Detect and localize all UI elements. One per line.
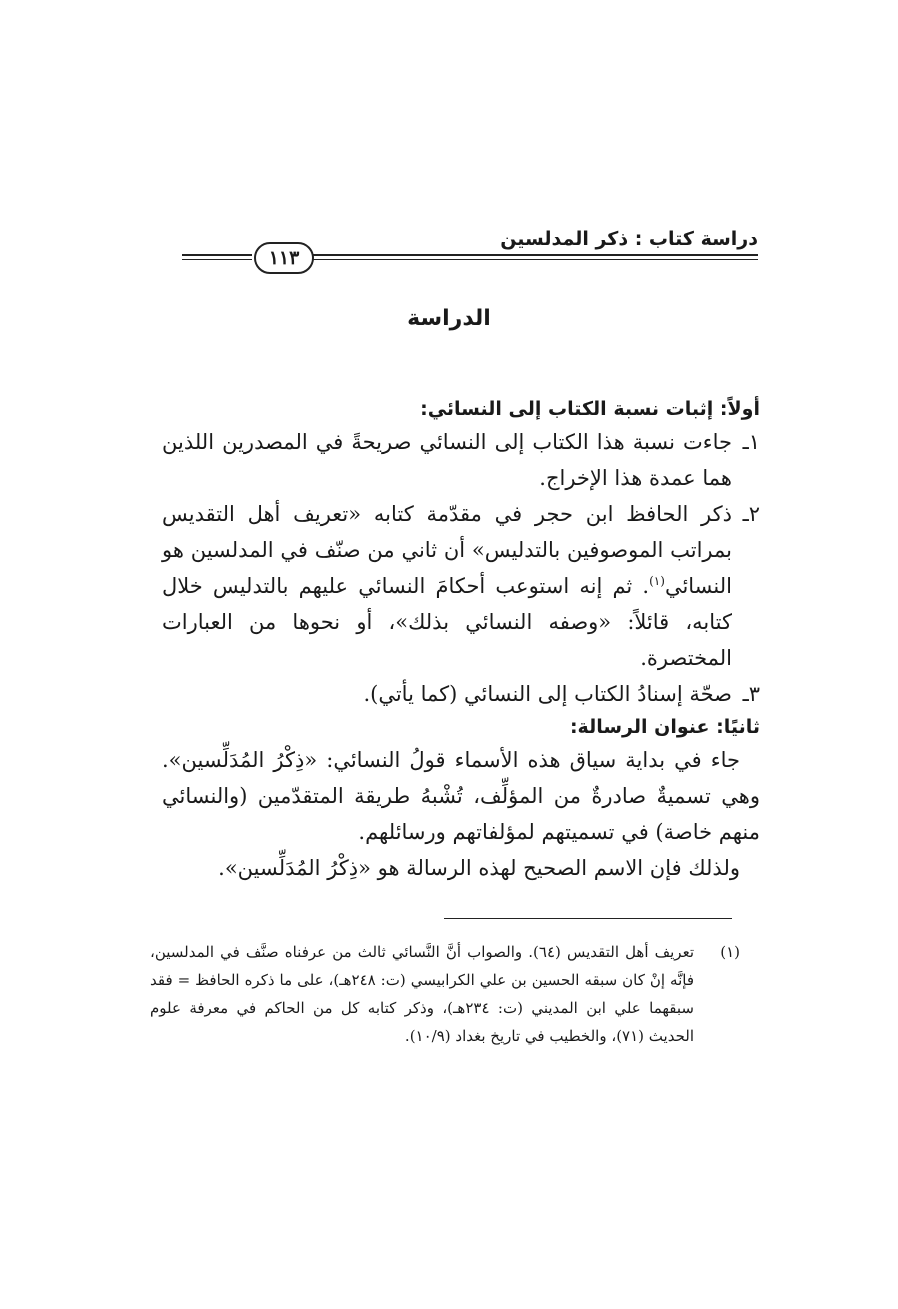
paragraph: ولذلك فإن الاسم الصحيح لهذه الرسالة هو «ذِكْرُ المُدَلِّسين». bbox=[218, 856, 740, 880]
header-rule-left bbox=[182, 254, 252, 260]
main-text bbox=[162, 394, 760, 886]
section-title: الدراسة bbox=[407, 306, 491, 331]
list-item bbox=[162, 676, 760, 712]
footnote-separator bbox=[444, 918, 732, 919]
footnote-number: (١) bbox=[720, 943, 740, 961]
item-text: ذكر الحافظ ابن حجر في مقدّمة كتابه «تعريف أهل التقديس بمراتب الموصوفين بالتدليس» أن ثاني من صنّف في المدلسين هو النسائي bbox=[162, 502, 732, 598]
list-item bbox=[162, 424, 760, 496]
footnotes bbox=[150, 938, 740, 1050]
item-number: ١ـ bbox=[742, 430, 760, 454]
section2-heading: ثانيًا: عنوان الرسالة: bbox=[569, 716, 760, 738]
footnote-ref[interactable]: (١) bbox=[649, 574, 665, 588]
item-text: جاءت نسبة هذا الكتاب إلى النسائي صريحةً في المصدرين اللذين هما عمدة هذا الإخراج. bbox=[162, 430, 732, 490]
header-rule-right bbox=[312, 254, 758, 260]
footnote bbox=[150, 938, 740, 1050]
item-number: ٢ـ bbox=[742, 502, 760, 526]
item-number: ٣ـ bbox=[742, 682, 760, 706]
footnote-text: تعريف أهل التقديس (٦٤). والصواب أنَّ النَّسائي ثالث من عرفناه صنَّف في المدلسين، فإنَّه إنْ كان سبقه الحسين بن علي الكرابيسي (ت: ٢٤٨هـ)، على ما ذكره الحافظ = فقد سبقهما علي ابن المديني (ت: ٢٣٤هـ)، وذكر كتابه كل من الحاكم في معرفة علوم الحديث (٧١)، والخطيب في تاريخ بغداد (١٠/٩). bbox=[150, 943, 695, 1045]
running-title: دراسة كتاب : ذكر المدلسين bbox=[492, 228, 758, 250]
item-text: صحّة إسنادُ الكتاب إلى النسائي (كما يأتي). bbox=[363, 682, 732, 706]
list-item bbox=[162, 496, 760, 676]
running-header bbox=[182, 228, 758, 280]
page-number: ١١٣ bbox=[254, 242, 314, 274]
paragraph: جاء في بداية سياق هذه الأسماء قولُ النسائي: «ذِكْرُ المُدَلِّسين». وهي تسميةٌ صادرةٌ من المؤلِّف، تُشْبهُ طريقة المتقدّمين (والنسائي منهم خاصة) في تسميتهم لمؤلفاتهم ورسائلهم. bbox=[162, 748, 760, 844]
section1-heading: أولاً: إثبات نسبة الكتاب إلى النسائي: bbox=[420, 398, 760, 420]
item-text-continued: . ثم إنه استوعب أحكامَ النسائي عليهم بالتدليس خلال كتابه، قائلاً: «وصفه النسائي بذلك»، أو نحوها من العبارات المختصرة. bbox=[162, 574, 732, 670]
